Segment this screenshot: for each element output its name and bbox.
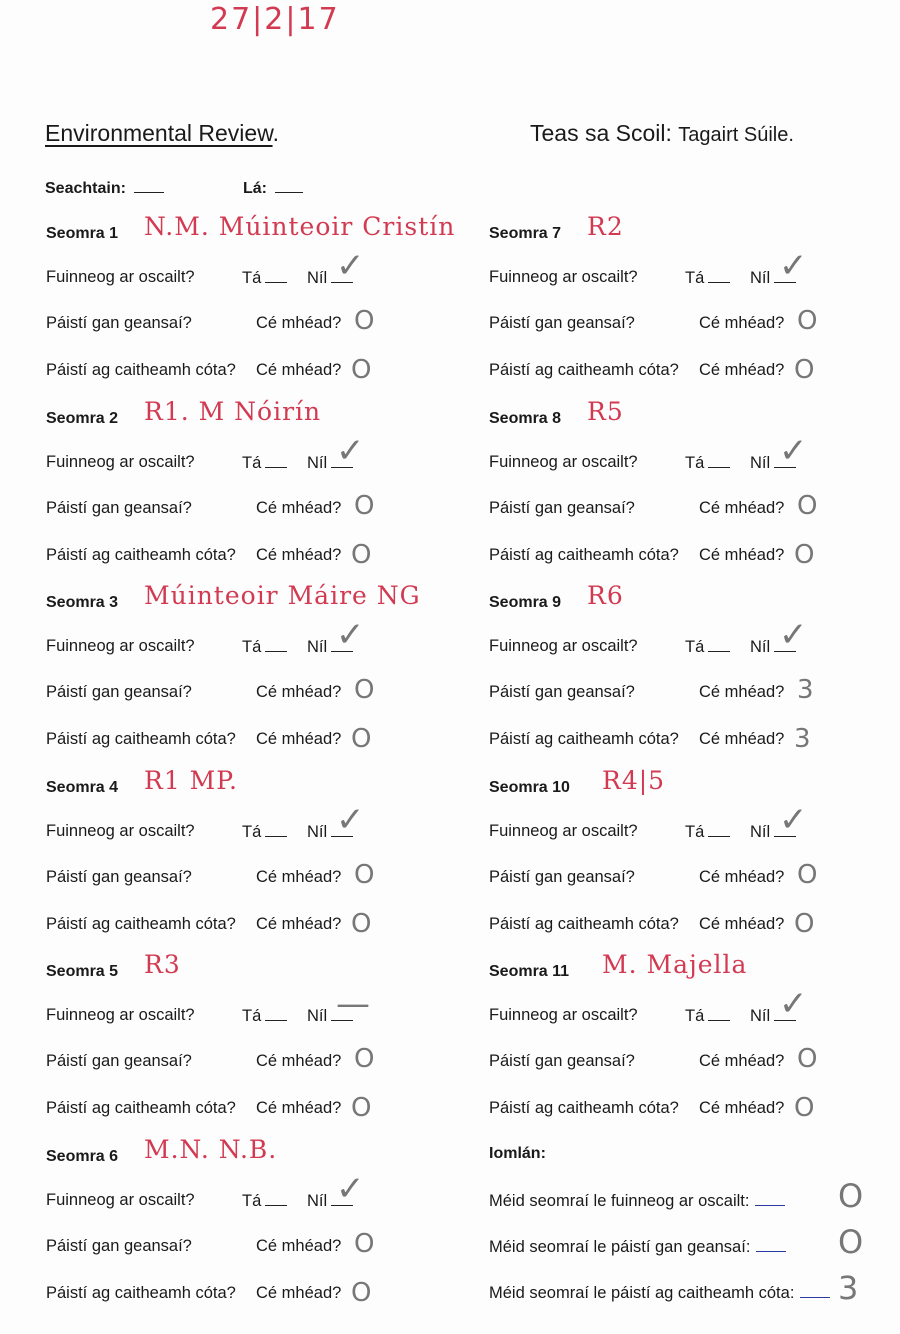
yes-blank[interactable] (708, 268, 730, 283)
coat-count-handwritten: O (794, 539, 815, 570)
window-yes-field (685, 1006, 730, 1026)
no-jumper-question: Páistí gan geansaí? (489, 1052, 635, 1070)
no-jumper-question: Páistí gan geansaí? (46, 1052, 192, 1070)
coat-question: Páistí ag caitheamh cóta? (489, 361, 679, 379)
yes-blank[interactable] (265, 1191, 287, 1206)
total-label: Méid seomraí le páistí gan geansaí: (489, 1238, 751, 1256)
no-label: Níl (750, 822, 771, 841)
room-teacher-handwritten: R1. M Nóirín (144, 396, 322, 426)
total-line (489, 1191, 785, 1211)
room-teacher-handwritten: Múinteoir Máire NG (144, 581, 421, 610)
day-blank[interactable] (275, 178, 303, 193)
window-tick-mark: ✓ (779, 799, 808, 840)
window-question: Fuinneog ar oscailt? (489, 821, 638, 840)
week-label: Seachtain: (45, 180, 126, 197)
coat-how-many-label: Cé mhéad? (256, 730, 342, 748)
jumper-how-many-label: Cé mhéad? (699, 867, 785, 886)
coat-how-many-label: Cé mhéad? (699, 545, 785, 564)
room-label: Seomra 5 (46, 963, 119, 980)
window-yes-field (685, 268, 730, 288)
no-jumper-question: Páistí gan geansaí? (46, 498, 192, 517)
jumper-count-handwritten: O (797, 859, 818, 890)
yes-label: Tá (242, 1191, 262, 1210)
room-teacher-handwritten: R1 MP. (144, 765, 238, 795)
yes-blank[interactable] (265, 822, 287, 837)
no-jumper-question: Páistí gan geansaí? (46, 1236, 192, 1255)
yes-label: Tá (685, 638, 705, 656)
jumper-how-many-label: Cé mhéad? (699, 314, 785, 332)
coat-how-many-label: Cé mhéad? (699, 730, 785, 748)
yes-label: Tá (685, 1007, 705, 1025)
jumper-how-many-label: Cé mhéad? (256, 498, 342, 517)
window-question: Fuinneog ar oscailt? (46, 821, 195, 840)
coat-how-many-label: Cé mhéad? (256, 1283, 342, 1302)
jumper-count-handwritten: 3 (797, 675, 814, 705)
room-label: Seomra 2 (46, 409, 119, 427)
window-tick-mark: ✓ (779, 430, 808, 471)
window-tick-mark: ✓ (336, 246, 365, 286)
jumper-how-many-label: Cé mhéad? (699, 498, 785, 517)
no-jumper-question: Páistí gan geansaí? (46, 314, 192, 332)
coat-question: Páistí ag caitheamh cóta? (489, 730, 679, 748)
window-question: Fuinneog ar oscailt? (489, 452, 638, 471)
jumper-how-many-label: Cé mhéad? (256, 1052, 342, 1070)
no-jumper-question: Páistí gan geansaí? (46, 683, 192, 701)
coat-question: Páistí ag caitheamh cóta? (46, 914, 236, 933)
coat-how-many-label: Cé mhéad? (699, 1099, 785, 1117)
no-label: Níl (307, 638, 328, 656)
window-question: Fuinneog ar oscailt? (46, 1190, 195, 1209)
yes-blank[interactable] (708, 1006, 730, 1021)
room-label: Seomra 3 (46, 594, 119, 611)
coat-count-handwritten: O (794, 355, 815, 385)
page-subtitle (530, 120, 794, 147)
jumper-count-handwritten: O (797, 306, 818, 336)
window-yes-field (685, 453, 730, 473)
window-yes-field (242, 822, 287, 842)
title-right-main: Teas sa Scoil: (530, 120, 672, 146)
no-jumper-question: Páistí gan geansaí? (46, 867, 192, 886)
room-label: Seomra 11 (489, 963, 570, 980)
week-blank[interactable] (134, 178, 164, 193)
window-yes-field (242, 1006, 287, 1026)
jumper-count-handwritten: O (354, 859, 375, 890)
window-tick-mark: ✓ (779, 615, 808, 655)
totals-heading: Iomlán: (489, 1145, 546, 1162)
coat-count-handwritten: O (351, 1277, 372, 1308)
handwritten-date: 27|2|17 (210, 2, 340, 37)
jumper-how-many-label: Cé mhéad? (256, 1236, 342, 1255)
coat-count-handwritten: O (794, 1093, 815, 1123)
room-teacher-handwritten: R6 (587, 581, 624, 610)
coat-question: Páistí ag caitheamh cóta? (46, 545, 236, 564)
coat-count-handwritten: O (351, 1093, 372, 1123)
title-left-suffix: . (272, 120, 279, 146)
coat-question: Páistí ag caitheamh cóta? (489, 1099, 679, 1117)
room-teacher-handwritten: R2 (587, 212, 624, 241)
jumper-how-many-label: Cé mhéad? (256, 867, 342, 886)
jumper-how-many-label: Cé mhéad? (699, 1052, 785, 1070)
no-label: Níl (307, 1007, 328, 1025)
yes-label: Tá (242, 453, 262, 472)
coat-how-many-label: Cé mhéad? (699, 361, 785, 379)
no-label: Níl (750, 453, 771, 472)
yes-label: Tá (242, 822, 262, 841)
window-yes-field (242, 453, 287, 473)
total-value-handwritten: O (838, 1223, 864, 1261)
jumper-count-handwritten: O (354, 306, 375, 336)
yes-label: Tá (242, 269, 262, 287)
yes-blank[interactable] (265, 453, 287, 468)
total-blank[interactable] (800, 1283, 830, 1298)
window-tick-mark: ✓ (336, 1168, 365, 1209)
no-jumper-question: Páistí gan geansaí? (489, 867, 635, 886)
window-tick-mark: ✓ (336, 799, 365, 840)
jumper-count-handwritten: O (354, 1044, 375, 1074)
no-jumper-question: Páistí gan geansaí? (489, 683, 635, 701)
coat-question: Páistí ag caitheamh cóta? (489, 545, 679, 564)
total-blank[interactable] (756, 1237, 786, 1252)
yes-label: Tá (242, 638, 262, 656)
window-tick-mark: ✓ (779, 984, 808, 1024)
yes-blank[interactable] (708, 822, 730, 837)
no-label: Níl (307, 453, 328, 472)
yes-blank[interactable] (265, 637, 287, 652)
total-line (489, 1237, 786, 1257)
no-jumper-question: Páistí gan geansaí? (489, 314, 635, 332)
jumper-count-handwritten: O (354, 1228, 375, 1259)
coat-question: Páistí ag caitheamh cóta? (46, 1099, 236, 1117)
room-label: Seomra 8 (489, 409, 562, 427)
title-left-text: Environmental Review (45, 120, 273, 146)
window-tick-mark: ✓ (336, 615, 365, 655)
day-label: Lá: (243, 180, 267, 197)
coat-question: Páistí ag caitheamh cóta? (46, 730, 236, 748)
no-label: Níl (750, 638, 771, 656)
title-right-sub: Tagairt Súile. (678, 124, 794, 146)
yes-label: Tá (685, 822, 705, 841)
window-tick-mark: ✓ (336, 430, 365, 471)
yes-label: Tá (685, 269, 705, 287)
window-question: Fuinneog ar oscailt? (46, 452, 195, 471)
room-label: Seomra 1 (46, 225, 119, 242)
room-teacher-handwritten: R4|5 (602, 765, 666, 795)
day-field (243, 178, 303, 198)
room-label: Seomra 9 (489, 594, 562, 611)
yes-blank[interactable] (265, 268, 287, 283)
room-teacher-handwritten: M.N. N.B. (144, 1134, 278, 1164)
total-blank[interactable] (755, 1191, 785, 1206)
coat-how-many-label: Cé mhéad? (256, 545, 342, 564)
jumper-how-many-label: Cé mhéad? (256, 683, 342, 701)
window-tick-mark: — (336, 984, 370, 1024)
total-value-handwritten: 3 (838, 1269, 859, 1307)
window-question: Fuinneog ar oscailt? (489, 637, 638, 655)
coat-count-handwritten: O (351, 908, 372, 939)
room-label: Seomra 4 (46, 778, 119, 796)
no-label: Níl (750, 269, 771, 287)
jumper-count-handwritten: O (354, 675, 375, 705)
room-label: Seomra 7 (489, 225, 562, 242)
coat-how-many-label: Cé mhéad? (256, 1099, 342, 1117)
no-jumper-question: Páistí gan geansaí? (489, 498, 635, 517)
window-yes-field (242, 268, 287, 288)
total-label: Méid seomraí le fuinneog ar oscailt: (489, 1192, 750, 1210)
jumper-how-many-label: Cé mhéad? (699, 683, 785, 701)
jumper-count-handwritten: O (797, 490, 818, 521)
coat-question: Páistí ag caitheamh cóta? (46, 361, 236, 379)
coat-question: Páistí ag caitheamh cóta? (489, 914, 679, 933)
page-title (45, 120, 279, 147)
window-question: Fuinneog ar oscailt? (46, 1006, 195, 1024)
coat-count-handwritten: O (351, 724, 372, 754)
coat-how-many-label: Cé mhéad? (256, 914, 342, 933)
room-teacher-handwritten: R5 (587, 396, 624, 426)
window-tick-mark: ✓ (779, 246, 808, 286)
coat-question: Páistí ag caitheamh cóta? (46, 1283, 236, 1302)
yes-label: Tá (242, 1007, 262, 1025)
yes-blank[interactable] (708, 637, 730, 652)
no-label: Níl (307, 822, 328, 841)
yes-label: Tá (685, 453, 705, 472)
coat-count-handwritten: O (351, 355, 372, 385)
coat-count-handwritten: 3 (794, 724, 811, 754)
yes-blank[interactable] (265, 1006, 287, 1021)
jumper-count-handwritten: O (354, 490, 375, 521)
coat-how-many-label: Cé mhéad? (256, 361, 342, 379)
week-field (45, 178, 164, 198)
window-yes-field (685, 822, 730, 842)
jumper-count-handwritten: O (797, 1044, 818, 1074)
no-label: Níl (307, 1191, 328, 1210)
window-yes-field (242, 1191, 287, 1211)
total-label: Méid seomraí le páistí ag caitheamh cóta: (489, 1284, 795, 1302)
window-question: Fuinneog ar oscailt? (489, 1006, 638, 1024)
no-label: Níl (750, 1007, 771, 1025)
room-teacher-handwritten: R3 (144, 950, 181, 979)
room-label: Seomra 10 (489, 778, 570, 796)
window-question: Fuinneog ar oscailt? (489, 268, 638, 286)
window-yes-field (685, 637, 730, 657)
window-question: Fuinneog ar oscailt? (46, 268, 195, 286)
coat-count-handwritten: O (794, 908, 815, 939)
window-yes-field (242, 637, 287, 657)
no-label: Níl (307, 269, 328, 287)
room-teacher-handwritten: M. Majella (602, 950, 748, 979)
yes-blank[interactable] (708, 453, 730, 468)
window-question: Fuinneog ar oscailt? (46, 637, 195, 655)
room-label: Seomra 6 (46, 1147, 119, 1165)
room-teacher-handwritten: N.M. Múinteoir Cristín (144, 212, 456, 241)
jumper-how-many-label: Cé mhéad? (256, 314, 342, 332)
total-value-handwritten: O (838, 1177, 864, 1215)
coat-how-many-label: Cé mhéad? (699, 914, 785, 933)
coat-count-handwritten: O (351, 539, 372, 570)
total-line (489, 1283, 830, 1303)
